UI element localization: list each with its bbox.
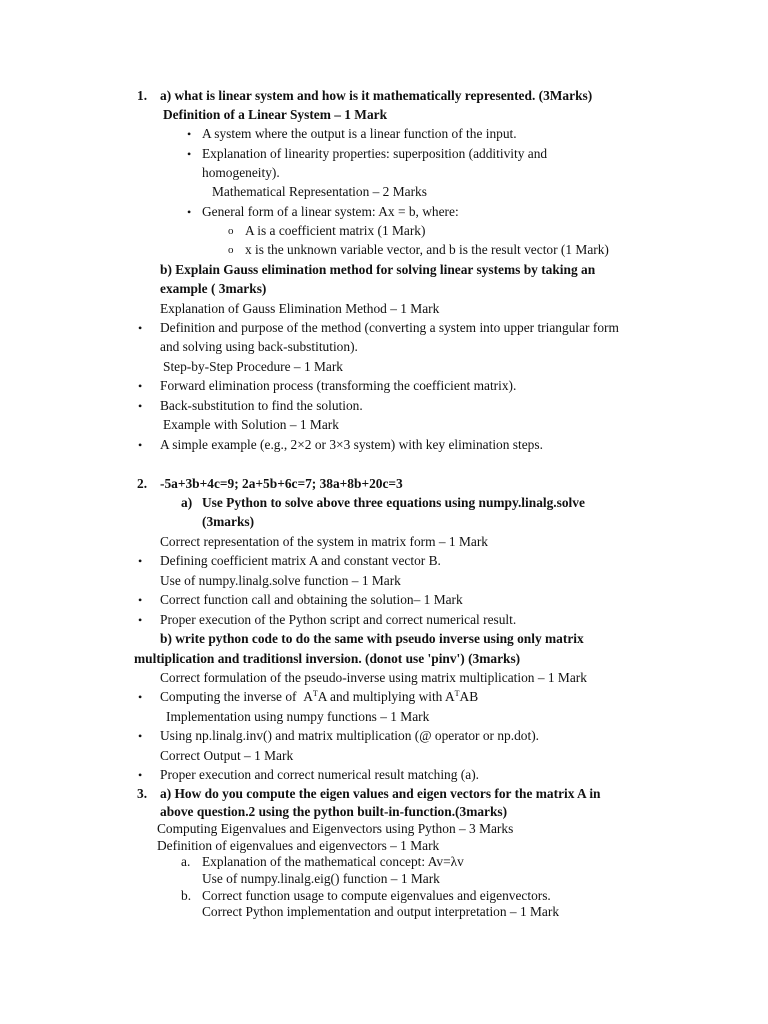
circle-bullet-icon: o xyxy=(228,244,234,256)
q1-example-bullet-1: A simple example (e.g., 2×2 or 3×3 system) with key elimination steps. xyxy=(160,437,543,452)
q1-math-sub-2: x is the unknown variable vector, and b is the result vector (1 Mark) xyxy=(245,242,609,257)
pseudo-matrix-A: A xyxy=(303,689,313,704)
q2a-title-line1: Use Python to solve above three equations using numpy.linalg.solve xyxy=(202,495,585,510)
q1-math-sub-1: A is a coefficient matrix (1 Mark) xyxy=(245,223,426,238)
bullet-icon: • xyxy=(138,690,143,704)
q2-number: 2. xyxy=(137,476,148,491)
q3-item-b-label: b. xyxy=(181,888,192,903)
q1a-title: a) what is linear system and how is it mathematically represented. (3Marks) xyxy=(160,88,593,103)
q2-implementation-bullet-1: Using np.linalg.inv() and matrix multiplication (@ operator or np.dot). xyxy=(160,728,540,743)
q1b-title-line2: example ( 3marks) xyxy=(160,281,267,296)
bullet-icon: • xyxy=(138,593,143,607)
q2-use-bullet-2: Proper execution of the Python script and correct numerical result. xyxy=(160,612,517,627)
q1-math-heading: Mathematical Representation – 2 Marks xyxy=(212,184,427,199)
q2b-title-line1: b) write python code to do the same with pseudo inverse using only matrix xyxy=(160,631,584,646)
q1-def-bullet-1: A system where the output is a linear function of the input. xyxy=(202,126,517,141)
transpose-superscript: T xyxy=(312,689,318,698)
q1-step-bullet-1: Forward elimination process (transforming the coefficient matrix). xyxy=(160,378,517,393)
q1-def-bullet-2-line2: homogeneity). xyxy=(202,165,280,180)
q3-line-2: Definition of eigenvalues and eigenvectors – 1 Mark xyxy=(157,838,440,853)
q2-use-bullet-1: Correct function call and obtaining the solution– 1 Mark xyxy=(160,592,463,607)
bullet-icon: • xyxy=(187,205,192,219)
q3-item-b-line2: Correct Python implementation and output interpretation – 1 Mark xyxy=(202,904,560,919)
bullet-icon: • xyxy=(138,613,143,627)
q2-use-heading: Use of numpy.linalg.solve function – 1 Mark xyxy=(160,573,401,588)
q1-def-bullet-2-line1: Explanation of linearity properties: superposition (additivity and xyxy=(202,146,548,161)
q2-pseudo-heading: Correct formulation of the pseudo-inverse using matrix multiplication – 1 Mark xyxy=(160,670,587,685)
q1b-title-line1: b) Explain Gauss elimination method for solving linear systems by taking an xyxy=(160,262,596,277)
q2-output-bullet-1: Proper execution and correct numerical result matching (a). xyxy=(160,767,480,782)
q2b-title-line2: multiplication and traditionsl inversion. (donot use 'pinv') (3marks) xyxy=(134,651,521,666)
q1-step-heading: Step-by-Step Procedure – 1 Mark xyxy=(163,359,343,374)
q1-definition-heading: Definition of a Linear System – 1 Mark xyxy=(163,107,388,122)
circle-bullet-icon: o xyxy=(228,225,234,237)
q3-item-b: Correct function usage to compute eigenvalues and eigenvectors. xyxy=(202,888,551,903)
bullet-icon: • xyxy=(138,768,143,782)
bullet-icon: • xyxy=(138,399,143,413)
q2-representation-heading: Correct representation of the system in matrix form – 1 Mark xyxy=(160,534,488,549)
pseudo-text-end: AB xyxy=(459,689,479,704)
q2a-title-line2: (3marks) xyxy=(202,514,255,529)
q3-item-a: Explanation of the mathematical concept: Av=λv xyxy=(202,854,464,869)
q1-gauss-bullet-1-line2: and solving using back-substitution). xyxy=(160,339,358,354)
q3a-title-line1: a) How do you compute the eigen values and eigen vectors for the matrix A in xyxy=(160,786,601,801)
q3-line-1: Computing Eigenvalues and Eigenvectors using Python – 3 Marks xyxy=(157,821,514,836)
bullet-icon: • xyxy=(138,554,143,568)
transpose-superscript: T xyxy=(454,689,460,698)
bullet-icon: • xyxy=(138,438,143,452)
q1-number: 1. xyxy=(137,88,148,103)
q1-step-bullet-2: Back-substitution to find the solution. xyxy=(160,398,363,413)
q3a-title-line2: above question.2 using the python built-in-function.(3marks) xyxy=(160,804,508,819)
q1-gauss-bullet-1-line1: Definition and purpose of the method (converting a system into upper triangular form xyxy=(160,320,619,335)
q3-number: 3. xyxy=(137,786,148,801)
pseudo-text-mid: A and multiplying with A xyxy=(317,689,455,704)
q3-item-a-label: a. xyxy=(181,854,191,869)
bullet-icon: • xyxy=(138,321,143,335)
bullet-icon: • xyxy=(187,147,192,161)
bullet-icon: • xyxy=(187,127,192,141)
q1-math-bullet-1: General form of a linear system: Ax = b, where: xyxy=(202,204,459,219)
bullet-icon: • xyxy=(138,729,143,743)
q2-equations: -5a+3b+4c=9; 2a+5b+6c=7; 38a+8b+20c=3 xyxy=(160,476,403,491)
q1-gauss-explanation-heading: Explanation of Gauss Elimination Method – 1 Mark xyxy=(160,301,440,316)
q2-implementation-heading: Implementation using numpy functions – 1 Mark xyxy=(166,709,430,724)
q2-output-heading: Correct Output – 1 Mark xyxy=(160,748,294,763)
q1-example-heading: Example with Solution – 1 Mark xyxy=(163,417,339,432)
q2a-label: a) xyxy=(181,495,193,510)
q2-representation-bullet-1: Defining coefficient matrix A and constant vector B. xyxy=(160,553,441,568)
bullet-icon: • xyxy=(138,379,143,393)
pseudo-text-pre: Computing the inverse of xyxy=(160,689,297,704)
q3-item-a-line2: Use of numpy.linalg.eig() function – 1 Mark xyxy=(202,871,440,886)
q2-pseudo-bullet-1 xyxy=(160,688,478,706)
